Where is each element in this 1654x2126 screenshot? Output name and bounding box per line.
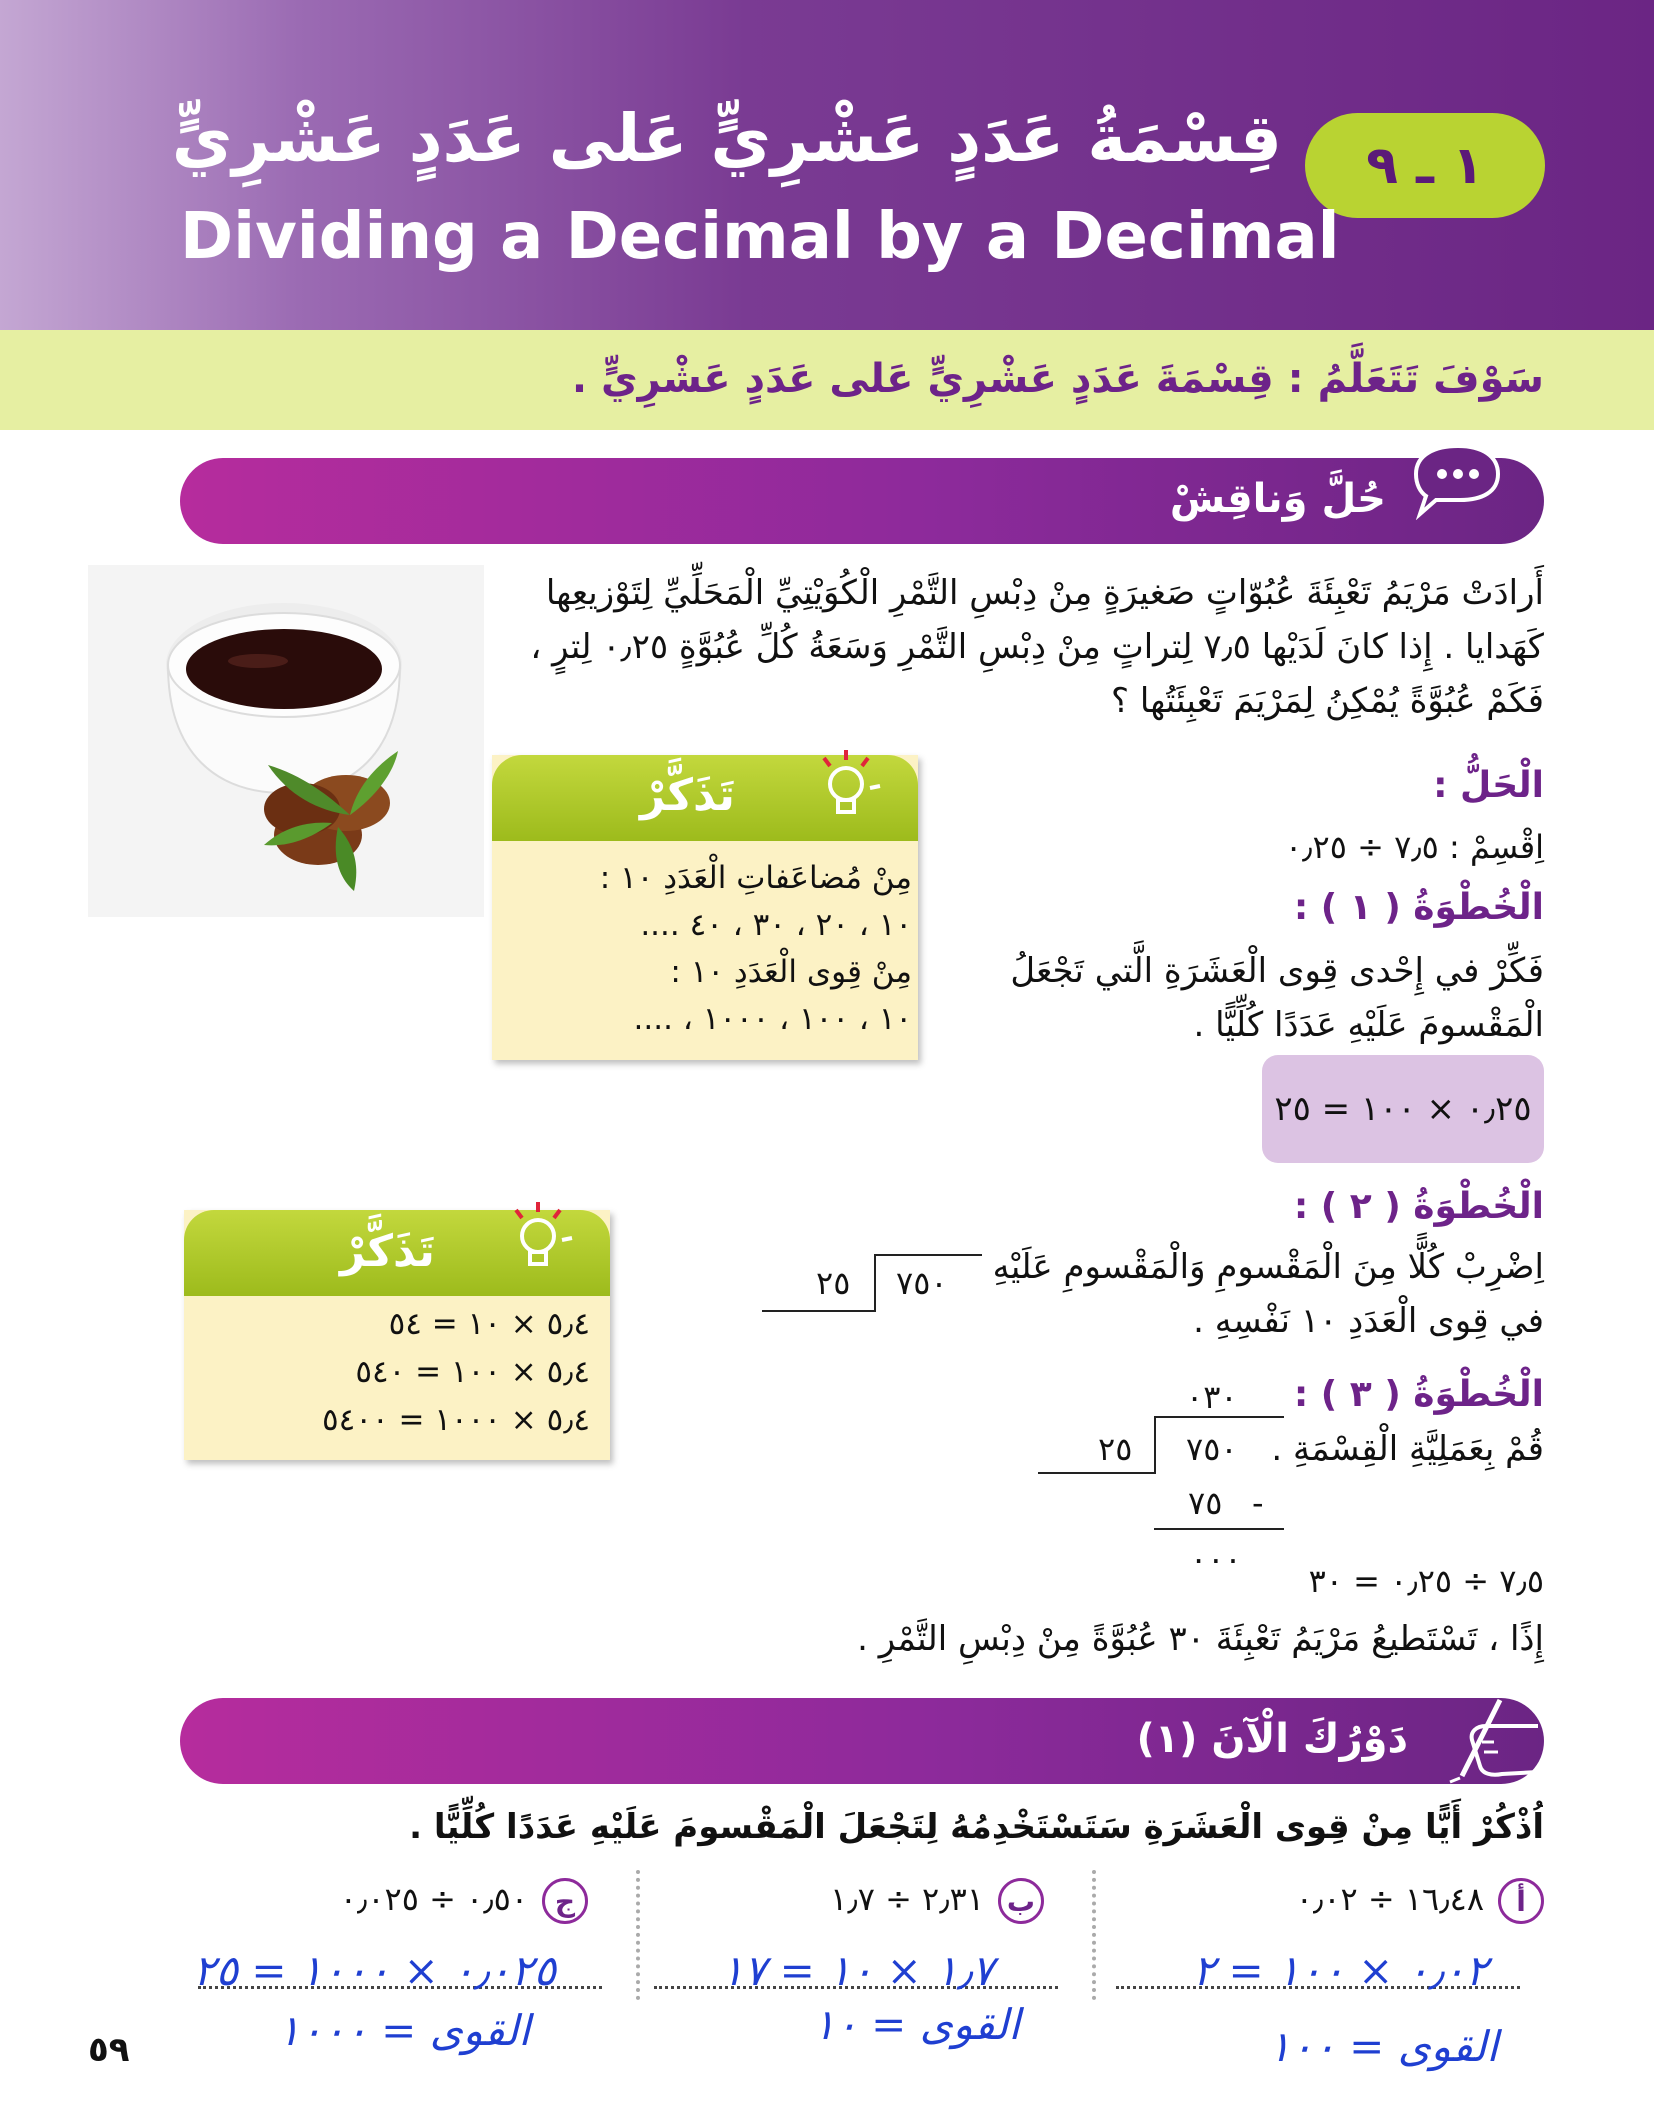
choice-label-b: ب — [998, 1878, 1044, 1924]
step2-dividend: ٧٥٠ — [896, 1264, 948, 1302]
remember-content-2 — [290, 1306, 590, 1450]
step1-line: فَكِّرْ في إِحْدى قِوى الْعَشَرَةِ الَّتي تَجْعَلُ — [1010, 951, 1544, 991]
handwritten-answer-a: ٠٫٠٢ × ١٠٠ = ٢ — [1192, 1946, 1488, 1995]
step1-title: الْخُطْوَةُ ( ١ ) : — [1293, 887, 1544, 928]
step2-title: الْخُطْوَةُ ( ٢ ) : — [1293, 1186, 1544, 1227]
remember-line: ٥٫٤ × ١٠٠٠ = ٥٤٠٠ — [322, 1402, 590, 1438]
remember-title-2: تَذَكَّرْ — [340, 1226, 435, 1277]
step3-title: الْخُطْوَةُ ( ٣ ) : — [1293, 1374, 1544, 1415]
page-number: ٥٩ — [88, 2030, 130, 2070]
step1-equation-box: ٠٫٢٥ × ١٠٠ = ٢٥ — [1262, 1055, 1544, 1163]
division-bracket-top — [876, 1254, 982, 1256]
division-bracket-side — [1154, 1416, 1156, 1474]
division-bracket-top — [1156, 1416, 1284, 1418]
learning-objective: سَوْفَ تَتَعَلَّمُ : قِسْمَةَ عَدَدٍ عَشْرِيٍّ عَلى عَدَدٍ عَشْرِيٍّ . — [571, 356, 1544, 402]
step2-text — [844, 1240, 1544, 1348]
minus-sign: - — [1252, 1484, 1264, 1522]
step1-line: الْمَقْسومَ عَلَيْهِ عَدَدًا كُلِّيًّا . — [1193, 1005, 1544, 1045]
step2-line: في قِوى الْعَدَدِ ١٠ نَفْسِهِ . — [1193, 1301, 1544, 1341]
choice-label-c: ج — [542, 1878, 588, 1924]
remember-line: ٥٫٤ × ١٠ = ٥٤ — [388, 1306, 590, 1342]
remember-title-1: تَذَكَّرْ — [640, 770, 735, 821]
remember-line: ١٠ ، ١٠٠ ، ١٠٠٠ ، .... — [633, 1001, 912, 1037]
step2-divisor: ٢٥ — [816, 1264, 851, 1302]
problem-line: فَكَمْ عُبُوَّةً يُمْكِنُ لِمَرْيَمَ تَعْبِئَتُها ؟ — [1111, 681, 1544, 721]
solve-discuss-title: حُلَّ وَناقِشْ — [1169, 476, 1386, 522]
handwritten-power-c: القوى = ١٠٠٠ — [277, 2006, 530, 2055]
step3-dividend: ٧٥٠ — [1186, 1430, 1238, 1468]
your-turn-instruction: اُذْكُرْ أَيًّا مِنْ قِوى الْعَشَرَةِ سَتَسْتَخْدِمُهُ لِتَجْعَلَ الْمَقْسومَ عَلَيْهِ عَدَدًا كُلِّيًّا . — [409, 1807, 1544, 1847]
remember-content-1 — [512, 860, 912, 1048]
problem-line: أَرادَتْ مَرْيَمُ تَعْبِئَةَ عُبُوّاتٍ صَغيرَةٍ مِنْ دِبْسِ التَّمْرِ الْكُوَيْتِيِّ الْمَحَلِّيِّ لِتَوْزيعِها — [545, 573, 1544, 613]
page-title-arabic: قِسْمَةُ عَدَدٍ عَشْرِيٍّ عَلى عَدَدٍ عَشْرِيٍّ — [171, 100, 1282, 177]
remember-line: ١٠ ، ٢٠ ، ٣٠ ، ٤٠ .... — [640, 907, 912, 943]
remember-line: ٥٫٤ × ١٠٠ = ٥٤٠ — [355, 1354, 590, 1390]
exercise-expression-a: ١٦٫٤٨ ÷ ٠٫٠٢ — [1295, 1880, 1484, 1918]
division-bracket-base — [762, 1310, 876, 1312]
division-bracket-base — [1038, 1472, 1156, 1474]
handwritten-answer-c: ٠٫٠٢٥ × ١٠٠٠ = ٢٥ — [192, 1946, 556, 1995]
page-title-english: Dividing a Decimal by a Decimal — [180, 200, 1340, 274]
remember-line: مِنْ قِوى الْعَدَدِ ١٠ : — [670, 954, 912, 990]
date-syrup-photo — [88, 565, 484, 917]
result-equation: ٧٫٥ ÷ ٠٫٢٥ = ٣٠ — [1308, 1562, 1544, 1600]
handwritten-power-a: القوى = ١٠٠ — [1268, 2022, 1498, 2071]
handwritten-power-b: القوى = ١٠ — [812, 2000, 1020, 2049]
lightbulb-icon — [806, 744, 886, 828]
conclusion: إِذًا ، تَسْتَطيعُ مَرْيَمُ تَعْبِئَةَ ٣٠ عُبُوَّةً مِنْ دِبْسِ التَّمْرِ . — [857, 1619, 1544, 1659]
handwritten-answer-b: ١٫٧ × ١٠ = ١٧ — [721, 1946, 994, 1995]
column-divider — [1092, 1870, 1096, 2000]
divide-expression: اِقْسِمْ : ٧٫٥ ÷ ٠٫٢٥ — [1284, 828, 1544, 866]
column-divider — [636, 1870, 640, 2000]
writing-hand-icon — [1442, 1696, 1546, 1788]
solution-label: الْحَلُّ : — [1433, 765, 1544, 806]
step2-line: اِضْرِبْ كُلًّا مِنَ الْمَقْسومِ وَالْمَقْسومِ عَلَيْهِ — [992, 1247, 1544, 1287]
choice-label-a: أ — [1498, 1878, 1544, 1924]
step3-text: قُمْ بِعَمَلِيَّةِ الْقِسْمَةِ . — [1271, 1429, 1544, 1469]
exercise-expression-b: ٢٫٣١ ÷ ١٫٧ — [830, 1880, 984, 1918]
step3-subtrahend: ٧٥ — [1188, 1484, 1223, 1522]
your-turn-title: دَوْرُكَ الْآنَ (١) — [1136, 1716, 1408, 1762]
step3-divisor: ٢٥ — [1098, 1430, 1133, 1468]
division-bracket-side — [874, 1254, 876, 1312]
step3-quotient: ٠٣٠ — [1186, 1378, 1238, 1416]
step1-text — [944, 944, 1544, 1052]
problem-statement — [504, 566, 1544, 728]
exercise-expression-c: ٠٫٥٠ ÷ ٠٫٠٢٥ — [339, 1880, 528, 1918]
remember-line: مِنْ مُضاعَفاتِ الْعَدَدِ ١٠ : — [599, 860, 912, 896]
problem-line: كَهَدايا . إِذا كانَ لَدَيْها ٧٫٥ لِتراتٍ مِنْ دِبْسِ التَّمْرِ وَسَعَةُ كُلِّ عُبُوَّةٍ ٠٫٢٥ لِترٍ ، — [530, 627, 1544, 667]
lesson-number-badge: ١ ـ ٩ — [1305, 113, 1545, 218]
step3-remainder: ٠٠٠ — [1190, 1540, 1242, 1578]
subtraction-line — [1154, 1528, 1284, 1530]
lightbulb-icon — [498, 1196, 578, 1280]
chat-bubble-icon — [1408, 440, 1504, 520]
